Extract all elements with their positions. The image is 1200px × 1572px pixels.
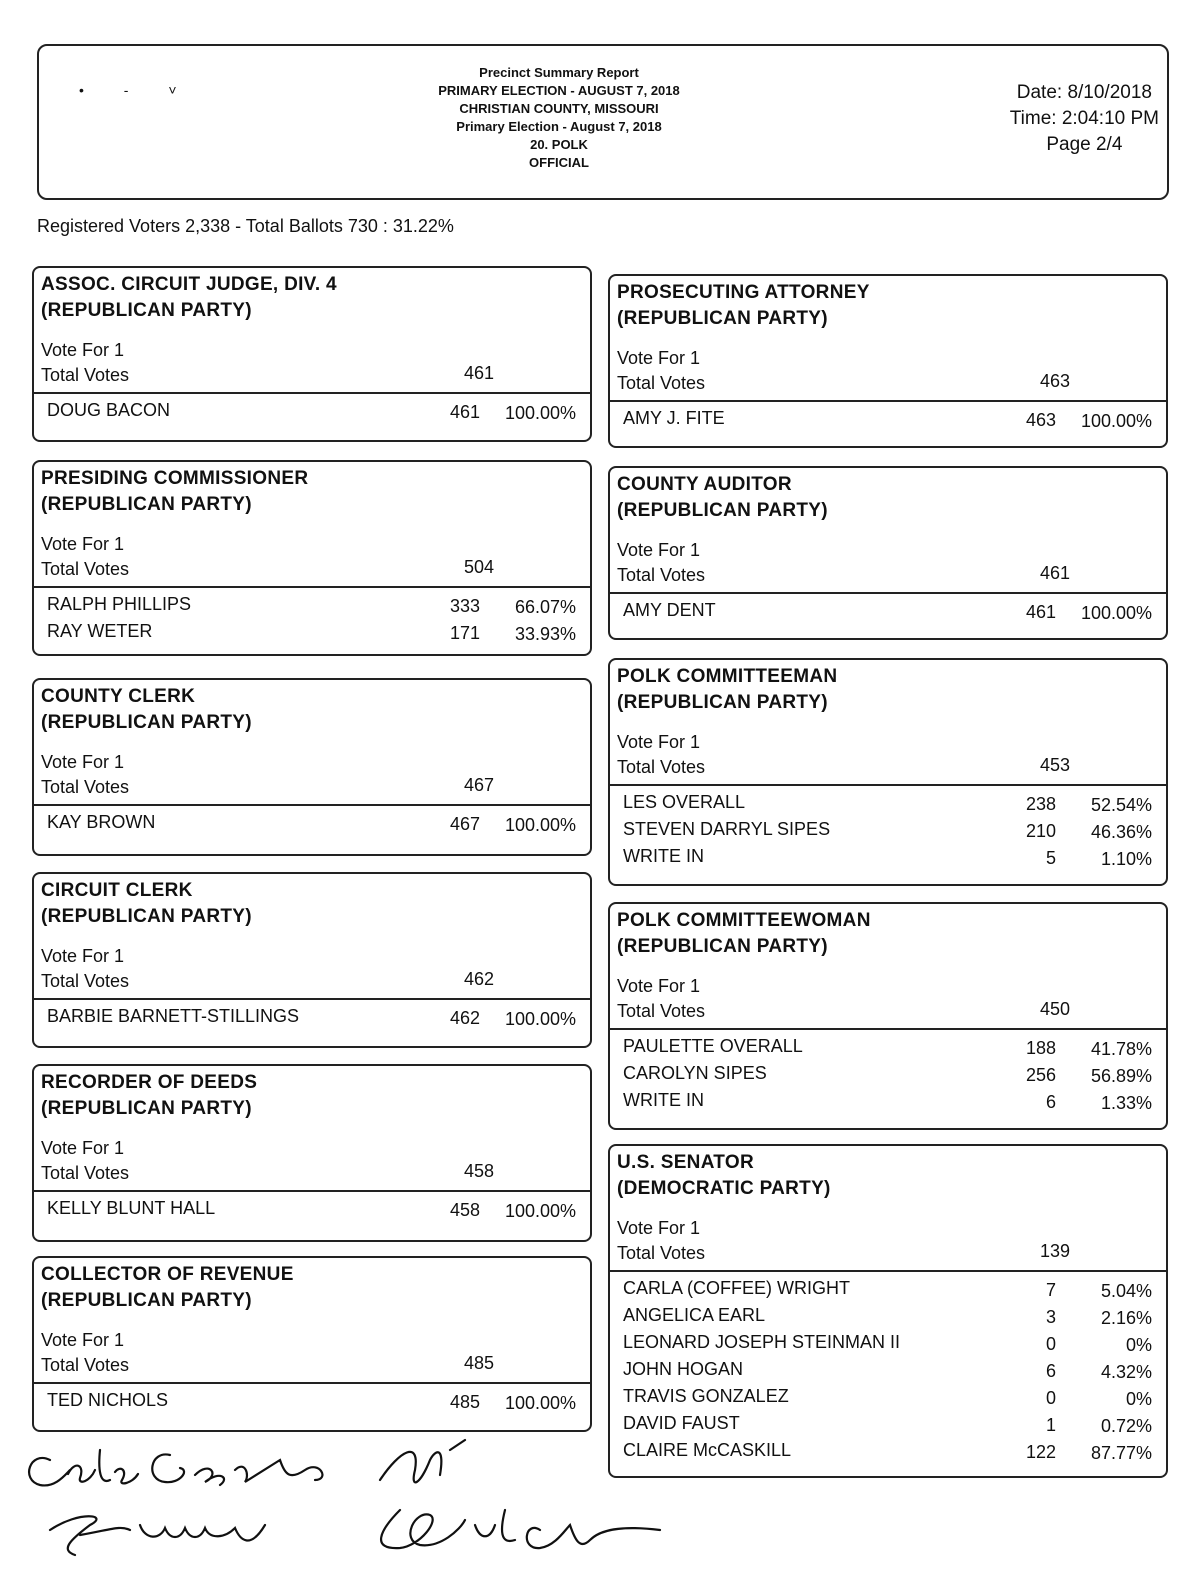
candidate-votes: 122 <box>1025 1442 1056 1462</box>
candidate-name: AMY J. FITE <box>623 408 725 428</box>
candidate-percent: 100.00% <box>504 403 576 423</box>
candidate-name: LES OVERALL <box>623 792 746 812</box>
divider <box>610 1270 1166 1272</box>
candidate-votes: 256 <box>1025 1065 1056 1085</box>
candidate-percent: 52.54% <box>1090 795 1152 815</box>
candidate-row <box>610 1359 1166 1386</box>
candidate-votes: 7 <box>1045 1280 1056 1300</box>
race-office: POLK COMMITTEEWOMAN <box>617 910 871 931</box>
race-box <box>32 1064 592 1242</box>
total-votes-value: 467 <box>464 775 495 795</box>
total-votes-value: 458 <box>464 1161 495 1181</box>
report-title-line: CHRISTIAN COUNTY, MISSOURI <box>459 101 659 116</box>
total-votes-value: 453 <box>1040 755 1071 775</box>
signature-3 <box>380 1440 660 1548</box>
total-votes-label: Total Votes <box>41 1163 130 1183</box>
candidate-votes: 5 <box>1045 848 1056 868</box>
candidate-row <box>610 846 1166 873</box>
candidate-votes: 461 <box>449 402 480 422</box>
divider <box>610 400 1166 402</box>
candidate-votes: 462 <box>449 1008 480 1028</box>
divider <box>34 1190 590 1192</box>
candidate-percent: 100.00% <box>504 1393 576 1413</box>
candidate-name: WRITE IN <box>623 846 704 866</box>
vote-for-label: Vote For 1 <box>41 534 125 554</box>
candidate-votes: 463 <box>1025 410 1056 430</box>
report-meta <box>1010 80 1159 158</box>
total-votes-value: 462 <box>464 969 495 989</box>
race-office: PROSECUTING ATTORNEY <box>617 282 870 303</box>
report-title-line: OFFICIAL <box>529 155 589 170</box>
candidate-name: KAY BROWN <box>47 812 156 832</box>
race-office: PRESIDING COMMISSIONER <box>41 468 309 489</box>
divider <box>610 1028 1166 1030</box>
total-votes-value: 450 <box>1040 999 1071 1019</box>
race-party: (REPUBLICAN PARTY) <box>617 308 828 329</box>
total-votes-label: Total Votes <box>617 1243 706 1263</box>
candidate-name: DAVID FAUST <box>623 1413 740 1433</box>
race-party: (DEMOCRATIC PARTY) <box>617 1178 831 1199</box>
race-title <box>41 1262 294 1314</box>
candidate-name: LEONARD JOSEPH STEINMAN II <box>623 1332 901 1352</box>
race-box <box>608 466 1168 640</box>
total-votes-value: 461 <box>464 363 495 383</box>
candidate-percent: 0% <box>1125 1335 1152 1355</box>
race-office: ASSOC. CIRCUIT JUDGE, DIV. 4 <box>41 274 337 295</box>
candidate-percent: 100.00% <box>504 815 576 835</box>
divider <box>34 998 590 1000</box>
total-votes-value: 485 <box>464 1353 495 1373</box>
vote-info <box>617 346 705 396</box>
candidate-percent: 0% <box>1125 1389 1152 1409</box>
candidate-percent: 5.04% <box>1100 1281 1152 1301</box>
candidate-percent: 87.77% <box>1090 1443 1152 1463</box>
candidate-votes: 0 <box>1045 1388 1056 1408</box>
race-party: (REPUBLICAN PARTY) <box>41 1098 252 1119</box>
race-title <box>41 466 308 518</box>
race-title <box>41 684 252 736</box>
candidate-votes: 3 <box>1045 1307 1056 1327</box>
total-votes-label: Total Votes <box>41 1355 130 1375</box>
race-box <box>608 1144 1168 1478</box>
vote-info <box>41 944 129 994</box>
divider <box>34 1382 590 1384</box>
candidate-row <box>34 812 590 839</box>
candidate-row <box>610 1278 1166 1305</box>
race-party: (REPUBLICAN PARTY) <box>41 300 252 321</box>
race-box <box>32 266 592 442</box>
vote-info <box>41 338 129 388</box>
candidate-percent: 2.16% <box>1100 1308 1152 1328</box>
candidate-row <box>610 1386 1166 1413</box>
candidate-list <box>34 1198 590 1225</box>
race-office: COLLECTOR OF REVENUE <box>41 1264 294 1285</box>
candidate-row <box>34 1198 590 1225</box>
signature-1 <box>29 1450 322 1485</box>
vote-info <box>41 1136 129 1186</box>
candidate-list <box>610 408 1166 435</box>
report-title-line: Primary Election - August 7, 2018 <box>456 119 662 134</box>
race-box <box>608 902 1168 1130</box>
candidate-votes: 461 <box>1025 602 1056 622</box>
race-office: RECORDER OF DEEDS <box>41 1072 258 1093</box>
candidate-votes: 485 <box>449 1392 480 1412</box>
total-votes-value: 463 <box>1040 371 1071 391</box>
total-votes-value: 504 <box>464 557 495 577</box>
race-title <box>617 472 828 524</box>
divider <box>610 784 1166 786</box>
candidate-percent: 56.89% <box>1090 1066 1152 1086</box>
candidate-row <box>34 594 590 621</box>
vote-info <box>617 1216 705 1266</box>
candidate-percent: 66.07% <box>514 597 576 617</box>
total-votes-value: 461 <box>1040 563 1071 583</box>
candidate-name: TRAVIS GONZALEZ <box>623 1386 789 1406</box>
race-party: (REPUBLICAN PARTY) <box>617 500 828 521</box>
candidate-votes: 467 <box>449 814 480 834</box>
signatures <box>20 1430 700 1570</box>
divider <box>34 586 590 588</box>
candidate-row <box>610 600 1166 627</box>
registered-voters-summary: Registered Voters 2,338 - Total Ballots 730 : 31.22% <box>37 216 454 236</box>
vote-info <box>41 1328 129 1378</box>
vote-for-label: Vote For 1 <box>617 732 701 752</box>
candidate-votes: 458 <box>449 1200 480 1220</box>
report-title-line: 20. POLK <box>530 137 588 152</box>
race-party: (REPUBLICAN PARTY) <box>617 936 828 957</box>
candidate-percent: 1.10% <box>1100 849 1152 869</box>
candidate-row <box>34 621 590 648</box>
vote-for-label: Vote For 1 <box>617 976 701 996</box>
candidate-name: TED NICHOLS <box>47 1390 169 1410</box>
signature-2 <box>50 1516 265 1555</box>
candidate-votes: 6 <box>1045 1361 1056 1381</box>
vote-for-label: Vote For 1 <box>617 1218 701 1238</box>
race-office: POLK COMMITTEEMAN <box>617 666 838 687</box>
vote-for-label: Vote For 1 <box>41 946 125 966</box>
candidate-votes: 210 <box>1025 821 1056 841</box>
candidate-name: KELLY BLUNT HALL <box>47 1198 216 1218</box>
candidate-votes: 171 <box>449 623 480 643</box>
race-box <box>32 460 592 656</box>
candidate-name: WRITE IN <box>623 1090 704 1110</box>
race-title <box>617 1150 831 1202</box>
total-votes-value: 139 <box>1040 1241 1071 1261</box>
divider <box>610 592 1166 594</box>
report-header <box>37 44 1169 200</box>
candidate-name: CARLA (COFFEE) WRIGHT <box>623 1278 851 1298</box>
race-title <box>617 280 870 332</box>
report-date: Date: 8/10/2018 <box>1016 82 1152 103</box>
candidate-row <box>610 408 1166 435</box>
race-title <box>617 664 837 716</box>
race-party: (REPUBLICAN PARTY) <box>41 712 252 733</box>
vote-info <box>617 730 705 780</box>
candidate-name: PAULETTE OVERALL <box>623 1036 803 1056</box>
race-box <box>32 872 592 1048</box>
candidate-votes: 238 <box>1025 794 1056 814</box>
race-party: (REPUBLICAN PARTY) <box>41 1290 252 1311</box>
candidate-percent: 100.00% <box>504 1009 576 1029</box>
total-votes-label: Total Votes <box>617 373 706 393</box>
race-box <box>608 274 1168 448</box>
race-party: (REPUBLICAN PARTY) <box>41 494 252 515</box>
candidate-percent: 100.00% <box>1080 603 1152 623</box>
candidate-percent: 100.00% <box>504 1201 576 1221</box>
vote-for-label: Vote For 1 <box>617 348 701 368</box>
candidate-name: ANGELICA EARL <box>623 1305 766 1325</box>
candidate-percent: 33.93% <box>514 624 576 644</box>
report-page: Page 2/4 <box>1046 134 1123 155</box>
total-votes-label: Total Votes <box>41 777 130 797</box>
candidate-list <box>34 594 590 648</box>
candidate-row <box>34 1006 590 1033</box>
candidate-row <box>610 819 1166 846</box>
candidate-name: RAY WETER <box>47 621 153 641</box>
candidate-name: CAROLYN SIPES <box>623 1063 767 1083</box>
divider <box>34 804 590 806</box>
candidate-list <box>34 812 590 839</box>
vote-for-label: Vote For 1 <box>41 1138 125 1158</box>
candidate-row <box>610 1090 1166 1117</box>
report-title-line: PRIMARY ELECTION - AUGUST 7, 2018 <box>438 83 680 98</box>
candidate-row <box>34 1390 590 1417</box>
race-office: CIRCUIT CLERK <box>41 880 193 901</box>
total-votes-label: Total Votes <box>41 365 130 385</box>
scan-marks: • - ˅ <box>79 82 195 98</box>
divider <box>34 392 590 394</box>
candidate-row <box>610 792 1166 819</box>
candidate-name: CLAIRE McCASKILL <box>623 1440 792 1460</box>
candidate-name: AMY DENT <box>623 600 716 620</box>
candidate-row <box>610 1063 1166 1090</box>
race-box <box>608 658 1168 886</box>
candidate-list <box>610 792 1166 873</box>
candidate-name: DOUG BACON <box>47 400 171 420</box>
candidate-name: BARBIE BARNETT-STILLINGS <box>47 1006 300 1026</box>
total-votes-label: Total Votes <box>41 559 130 579</box>
candidate-name: RALPH PHILLIPS <box>47 594 192 614</box>
candidate-votes: 188 <box>1025 1038 1056 1058</box>
vote-for-label: Vote For 1 <box>41 340 125 360</box>
candidate-list <box>610 1036 1166 1117</box>
candidate-row <box>610 1036 1166 1063</box>
race-office: COUNTY AUDITOR <box>617 474 792 495</box>
vote-for-label: Vote For 1 <box>41 752 125 772</box>
report-title-line: Precinct Summary Report <box>479 65 639 80</box>
race-box <box>32 1256 592 1432</box>
candidate-percent: 1.33% <box>1100 1093 1152 1113</box>
vote-for-label: Vote For 1 <box>617 540 701 560</box>
vote-info <box>41 750 129 800</box>
race-title <box>41 272 337 324</box>
candidate-percent: 4.32% <box>1100 1362 1152 1382</box>
race-office: U.S. SENATOR <box>617 1152 754 1173</box>
candidate-row <box>34 400 590 427</box>
candidate-percent: 41.78% <box>1090 1039 1152 1059</box>
candidate-votes: 333 <box>449 596 480 616</box>
race-party: (REPUBLICAN PARTY) <box>41 906 252 927</box>
vote-info <box>41 532 129 582</box>
candidate-votes: 6 <box>1045 1092 1056 1112</box>
candidate-list <box>34 1390 590 1417</box>
vote-info <box>617 538 705 588</box>
total-votes-label: Total Votes <box>617 757 706 777</box>
candidate-list <box>34 400 590 427</box>
candidate-votes: 0 <box>1045 1334 1056 1354</box>
candidate-percent: 100.00% <box>1080 411 1152 431</box>
race-party: (REPUBLICAN PARTY) <box>617 692 828 713</box>
race-box <box>32 678 592 856</box>
candidate-list <box>610 600 1166 627</box>
candidate-votes: 1 <box>1045 1415 1056 1435</box>
vote-for-label: Vote For 1 <box>41 1330 125 1350</box>
candidate-name: JOHN HOGAN <box>623 1359 744 1379</box>
candidate-name: STEVEN DARRYL SIPES <box>623 819 831 839</box>
candidate-list <box>34 1006 590 1033</box>
candidate-percent: 0.72% <box>1100 1416 1152 1436</box>
total-votes-label: Total Votes <box>617 1001 706 1021</box>
race-office: COUNTY CLERK <box>41 686 196 707</box>
candidate-row <box>610 1305 1166 1332</box>
total-votes-label: Total Votes <box>41 971 130 991</box>
report-title-block <box>339 64 779 172</box>
report-time: Time: 2:04:10 PM <box>1009 108 1159 129</box>
total-votes-label: Total Votes <box>617 565 706 585</box>
vote-info <box>617 974 705 1024</box>
race-title <box>41 878 252 930</box>
candidate-row <box>610 1332 1166 1359</box>
race-title <box>41 1070 257 1122</box>
race-title <box>617 908 871 960</box>
candidate-percent: 46.36% <box>1090 822 1152 842</box>
